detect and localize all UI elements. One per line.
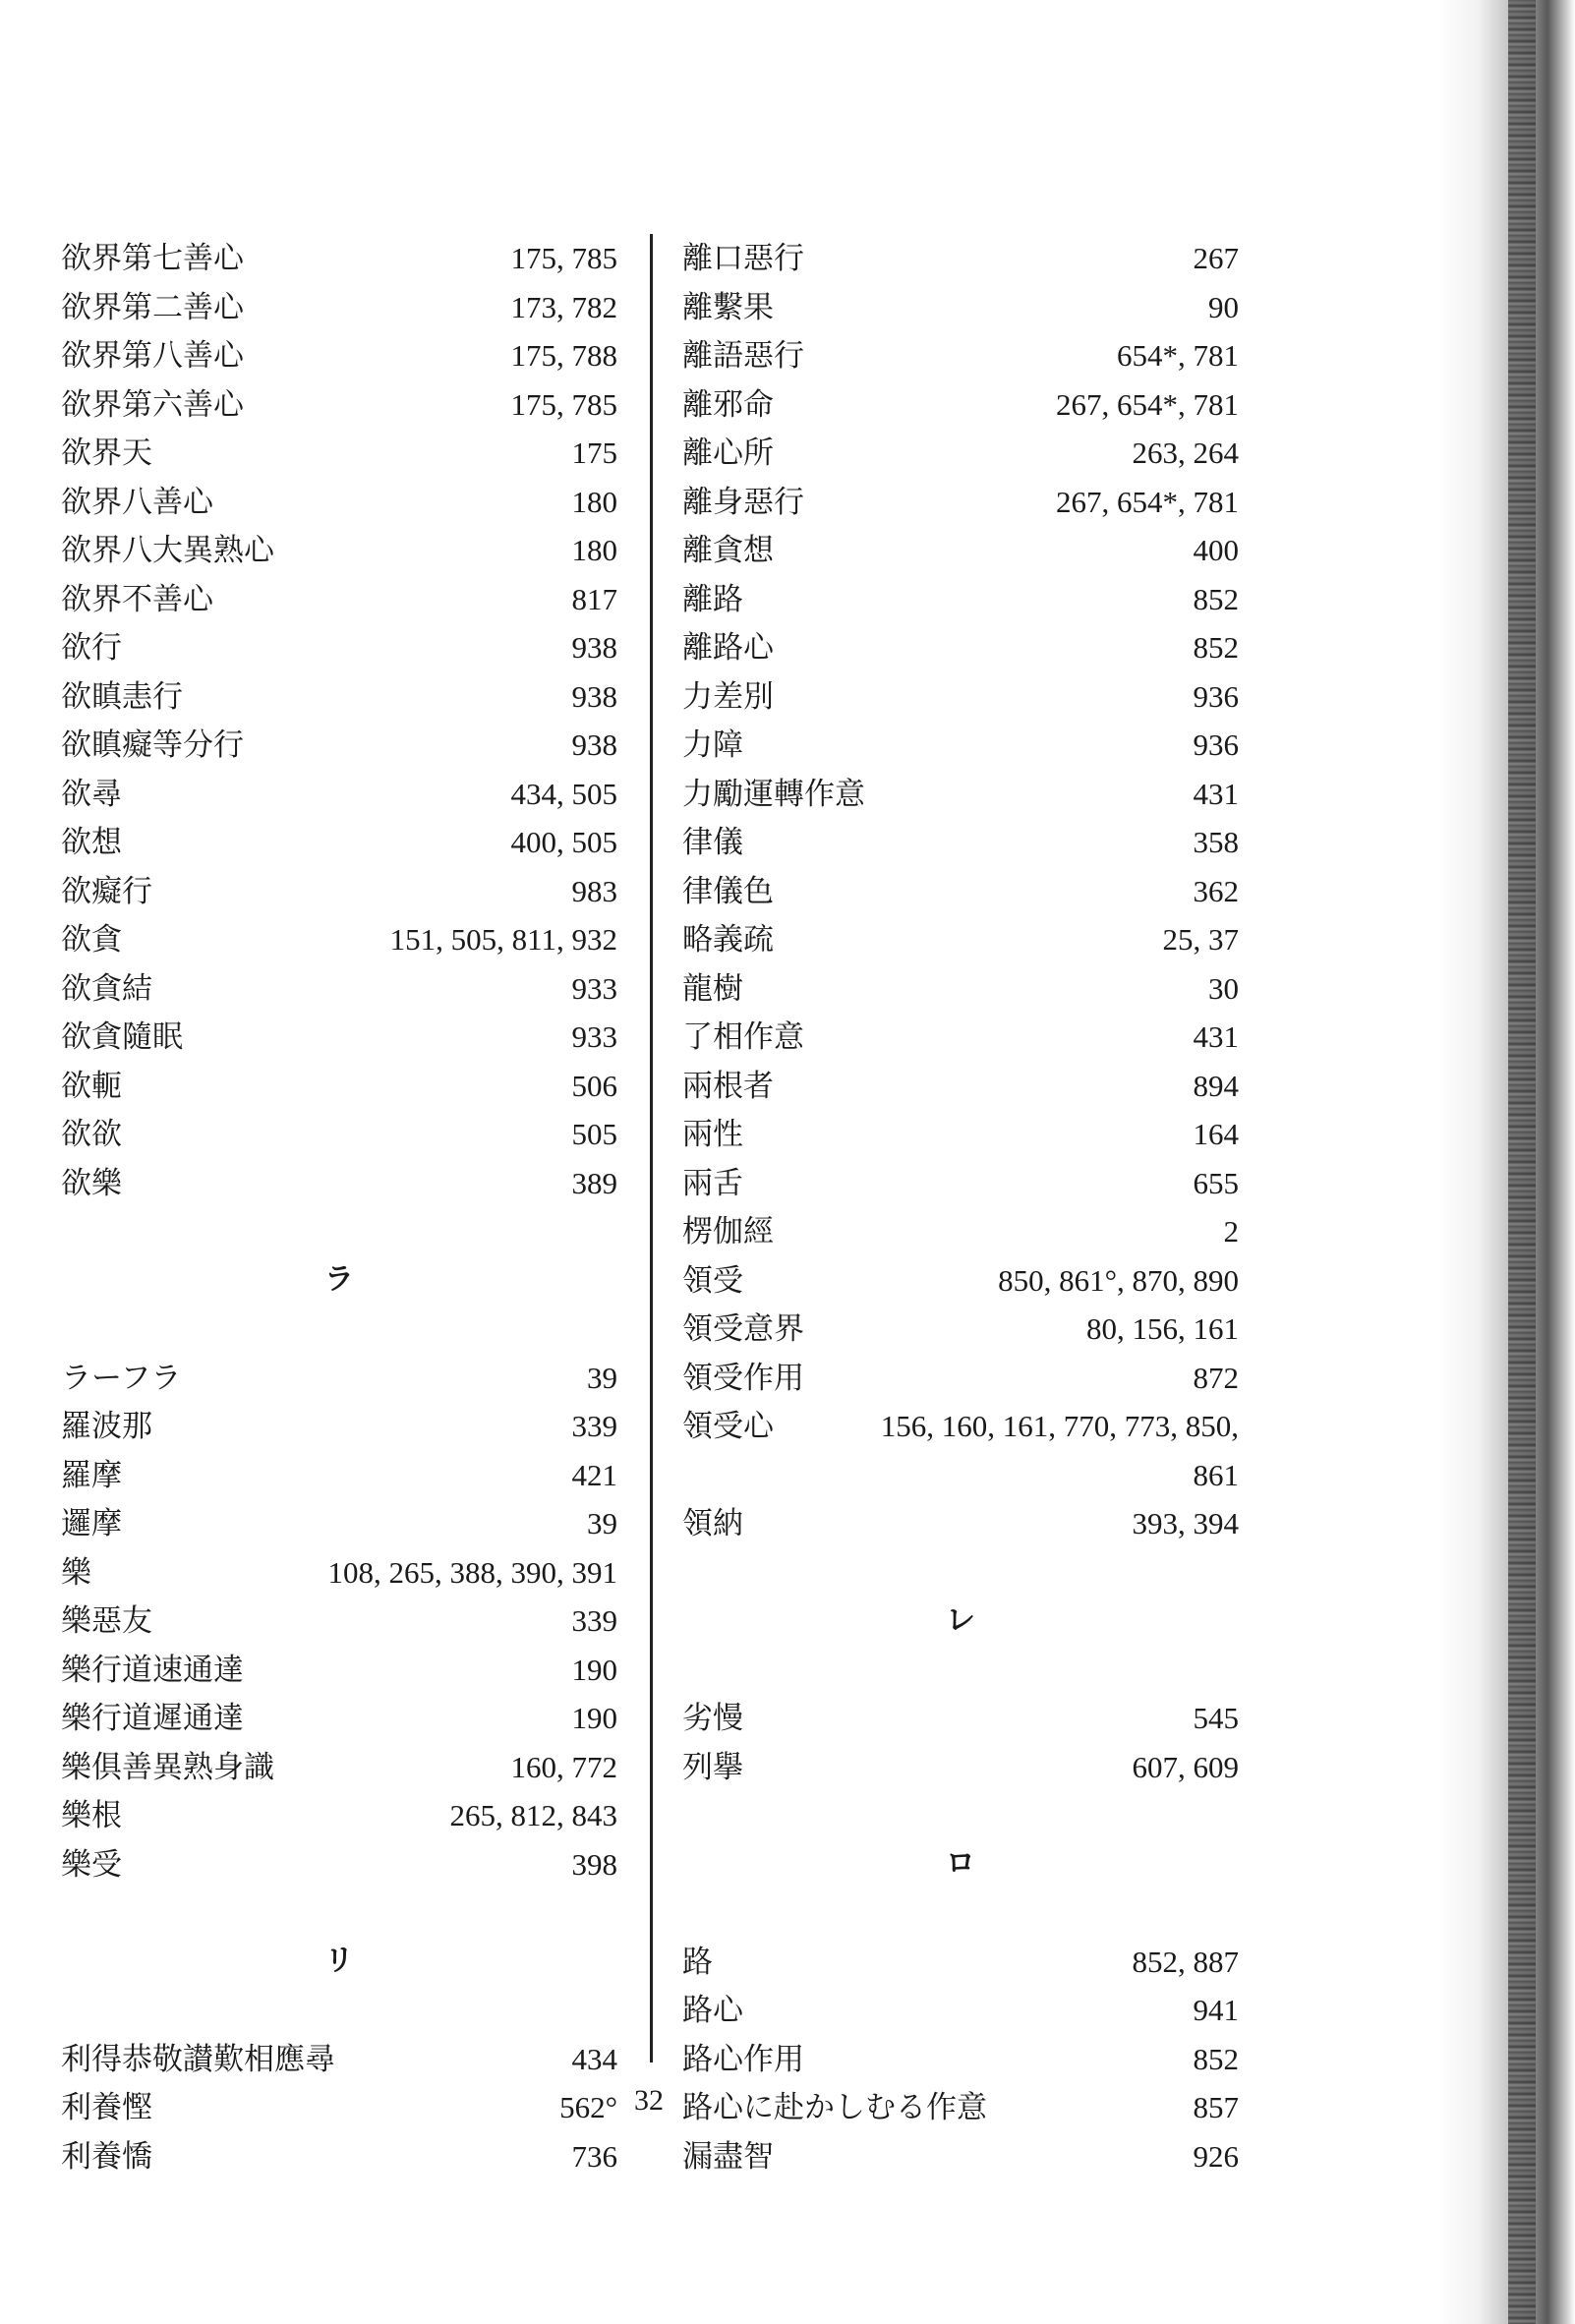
index-pages: 850, 861°, 870, 890 [998, 1262, 1239, 1298]
index-entry [61, 915, 617, 964]
index-term: 欲界第八善心 [61, 338, 244, 374]
section-heading: レ [946, 1602, 975, 1638]
index-entry [61, 380, 617, 430]
index-term: 兩性 [682, 1117, 743, 1152]
index-pages: 736 [571, 2138, 617, 2174]
index-term: 樂 [61, 1554, 91, 1591]
section-heading: ロ [946, 1846, 975, 1881]
index-term: 樂惡友 [61, 1603, 152, 1639]
page-edge-binding [1508, 0, 1536, 2324]
index-pages: 180 [571, 484, 617, 519]
index-pages: 654*, 781 [1117, 338, 1239, 373]
column-divider [650, 234, 653, 2063]
index-term: 路 [682, 1944, 713, 1980]
index-pages: 160, 772 [510, 1749, 617, 1784]
index-entry [61, 1354, 617, 1403]
index-term: 劣慢 [682, 1701, 743, 1736]
index-term: 欲貪 [61, 922, 122, 958]
index-pages: 190 [571, 1701, 617, 1735]
index-pages: 933 [571, 970, 617, 1006]
index-entry [61, 2035, 617, 2084]
index-entry [61, 1840, 617, 1889]
index-term: 欲貪結 [61, 970, 152, 1007]
index-term: 領受心 [682, 1409, 774, 1444]
index-term: 離口惡行 [682, 241, 804, 276]
index-pages: 852, 887 [1132, 1944, 1239, 1979]
index-term: 欲瞋癡等分行 [61, 727, 244, 763]
index-pages: 872 [1193, 1360, 1239, 1395]
index-pages: 267, 654*, 781 [1056, 386, 1239, 422]
index-entry [61, 283, 617, 332]
index-term: 力障 [682, 727, 743, 763]
index-entry [682, 1938, 1239, 1987]
index-entry [61, 1646, 617, 1695]
index-pages: 938 [571, 678, 617, 714]
index-term: 樂俱善異熟身識 [61, 1749, 274, 1785]
index-entry [682, 2035, 1239, 2084]
index-term: 領受作用 [682, 1360, 804, 1396]
index-pages: 431 [1193, 776, 1239, 811]
index-column-left [61, 234, 617, 2180]
index-entry [682, 721, 1239, 770]
index-pages: 857 [1193, 2090, 1239, 2124]
index-entry [682, 429, 1239, 478]
index-term: 龍樹 [682, 970, 743, 1007]
index-entry [61, 1062, 617, 1111]
index-pages: 265, 812, 843 [449, 1798, 617, 1832]
index-entry [61, 429, 617, 478]
index-entry [682, 1986, 1239, 2035]
index-column-right [682, 234, 1239, 2180]
index-term: 欲軛 [61, 1068, 122, 1104]
index-term: ラーフラ [61, 1360, 182, 1396]
index-term: 力勵運轉作意 [682, 776, 865, 812]
index-entry [682, 1305, 1239, 1354]
index-pages: 2 [1223, 1214, 1239, 1249]
index-entry [682, 380, 1239, 430]
index-entry [682, 1694, 1239, 1743]
index-pages: 852 [1193, 2041, 1239, 2076]
index-entry [61, 478, 617, 527]
index-entry [61, 2132, 617, 2181]
index-term: 領納 [682, 1506, 743, 1541]
index-entry [61, 234, 617, 283]
index-pages: 389 [571, 1165, 617, 1200]
index-term: 路心作用 [682, 2041, 804, 2077]
index-term: 樂行道速通達 [61, 1652, 244, 1688]
index-pages: 933 [571, 1019, 617, 1054]
page-edge-shadow [1437, 0, 1575, 2324]
index-term: 欲行 [61, 630, 122, 666]
index-entry [682, 623, 1239, 672]
index-entry [61, 818, 617, 867]
index-pages: 434, 505 [510, 776, 617, 811]
index-entry [682, 1402, 1239, 1451]
index-entry [682, 1354, 1239, 1403]
index-term: 力差別 [682, 678, 774, 715]
index-pages: 861 [1193, 1457, 1239, 1492]
index-pages: 936 [1193, 727, 1239, 762]
index-term: 楞伽經 [682, 1214, 774, 1249]
index-entry [682, 818, 1239, 867]
index-entry [682, 1207, 1239, 1256]
index-entry [682, 575, 1239, 624]
index-entry [682, 915, 1239, 964]
index-entry [61, 1499, 617, 1548]
index-term: 欲界第七善心 [61, 241, 244, 276]
index-entry [61, 1159, 617, 1208]
index-term: 欲瞋恚行 [61, 678, 183, 715]
index-term: 樂行道遲通達 [61, 1701, 244, 1736]
index-entry [682, 867, 1239, 916]
index-pages: 151, 505, 811, 932 [389, 922, 617, 957]
index-pages: 30 [1208, 970, 1239, 1006]
section-heading: リ [324, 1944, 354, 1978]
index-term: 兩舌 [682, 1165, 743, 1201]
index-pages: 39 [587, 1506, 617, 1540]
index-pages: 562° [559, 2090, 617, 2124]
index-term: 欲界八善心 [61, 484, 213, 520]
index-pages: 431 [1193, 1019, 1239, 1054]
index-pages: 263, 264 [1132, 436, 1239, 470]
index-pages: 852 [1193, 581, 1239, 616]
index-pages: 938 [571, 630, 617, 665]
index-term: 略義疏 [682, 922, 774, 958]
index-pages: 362 [1193, 873, 1239, 908]
index-pages: 175, 785 [510, 241, 617, 275]
index-entry [61, 721, 617, 770]
index-term: 欲尋 [61, 776, 122, 812]
index-entry [682, 672, 1239, 722]
index-pages: 358 [1193, 825, 1239, 859]
index-term: 路心に赴かしむる作意 [682, 2090, 987, 2125]
index-entry [682, 283, 1239, 332]
index-pages: 164 [1193, 1117, 1239, 1151]
index-pages: 545 [1193, 1701, 1239, 1735]
index-term: 樂受 [61, 1846, 122, 1883]
index-entry [682, 1499, 1239, 1548]
index-term: 領受意界 [682, 1311, 804, 1347]
index-entry [682, 1013, 1239, 1062]
index-entry [682, 478, 1239, 527]
index-term: 離路 [682, 581, 743, 617]
index-term: 離路心 [682, 630, 774, 666]
index-pages: 267, 654*, 781 [1056, 484, 1239, 519]
index-pages: 894 [1193, 1068, 1239, 1103]
index-pages: 156, 160, 161, 770, 773, 850, [880, 1409, 1239, 1443]
index-term: 離貪想 [682, 533, 774, 568]
index-pages: 267 [1193, 241, 1239, 275]
index-term: 欲界第二善心 [61, 289, 244, 325]
index-entry [682, 1062, 1239, 1111]
index-entry [682, 1110, 1239, 1159]
index-pages: 505 [571, 1117, 617, 1151]
index-entry [61, 1013, 617, 1062]
index-pages: 983 [571, 873, 617, 908]
index-pages: 175 [571, 436, 617, 470]
index-entry [61, 331, 617, 380]
index-pages: 25, 37 [1162, 922, 1239, 957]
index-entry [61, 770, 617, 819]
index-pages: 90 [1208, 289, 1239, 324]
index-entry [61, 623, 617, 672]
index-entry [61, 1451, 617, 1500]
index-term: 離語惡行 [682, 338, 804, 374]
index-pages: 80, 156, 161 [1086, 1311, 1239, 1346]
index-term: 律儀 [682, 825, 743, 860]
index-pages: 607, 609 [1132, 1749, 1239, 1784]
index-term: 羅波那 [61, 1409, 152, 1444]
section-heading: ラ [324, 1262, 354, 1297]
index-entry [61, 672, 617, 722]
index-term: 欲癡行 [61, 873, 152, 909]
index-term: 邏摩 [61, 1506, 122, 1541]
index-entry [682, 1743, 1239, 1792]
index-term: 路心 [682, 1993, 743, 2028]
index-entry [61, 1110, 617, 1159]
index-pages: 434 [571, 2041, 617, 2076]
index-pages: 393, 394 [1132, 1506, 1239, 1540]
index-term: 領受 [682, 1262, 743, 1299]
index-entry [61, 1402, 617, 1451]
index-entry [61, 1791, 617, 1840]
index-pages: 339 [571, 1409, 617, 1443]
index-pages: 852 [1193, 630, 1239, 665]
index-term: 利得恭敬讃歎相應尋 [61, 2041, 335, 2077]
index-entry [682, 234, 1239, 283]
page-number: 32 [634, 2084, 664, 2117]
index-pages: 400 [1193, 533, 1239, 567]
index-pages: 421 [571, 1457, 617, 1492]
index-entry [682, 1451, 1239, 1500]
index-pages: 936 [1193, 678, 1239, 714]
index-pages: 175, 785 [510, 386, 617, 422]
index-term: 利養憍 [61, 2138, 152, 2175]
index-term: 列擧 [682, 1749, 743, 1785]
index-entry [61, 575, 617, 624]
index-term: 羅摩 [61, 1457, 122, 1493]
index-entry [61, 1743, 617, 1792]
index-term: 欲界天 [61, 436, 152, 471]
index-entry [61, 1548, 617, 1598]
index-term: 離身惡行 [682, 484, 804, 520]
index-entry [61, 1694, 617, 1743]
index-pages: 180 [571, 533, 617, 567]
index-term: 漏盡智 [682, 2138, 774, 2175]
index-pages: 339 [571, 1603, 617, 1638]
index-pages: 190 [571, 1652, 617, 1687]
index-entry [682, 331, 1239, 380]
index-entry [682, 526, 1239, 575]
index-pages: 175, 788 [510, 338, 617, 373]
index-pages: 817 [571, 581, 617, 616]
index-entry [682, 770, 1239, 819]
index-term: 欲樂 [61, 1165, 122, 1201]
index-term: 離繫果 [682, 289, 774, 325]
index-term: 欲貪隨眠 [61, 1019, 183, 1055]
index-entry [682, 1159, 1239, 1208]
index-pages: 173, 782 [510, 289, 617, 324]
index-entry [682, 964, 1239, 1014]
index-entry [682, 2132, 1239, 2181]
index-term: 利養慳 [61, 2090, 152, 2125]
index-term: 律儀色 [682, 873, 774, 909]
index-entry [61, 964, 617, 1014]
index-pages: 108, 265, 388, 390, 391 [327, 1554, 617, 1590]
index-pages: 398 [571, 1846, 617, 1882]
index-entry [61, 526, 617, 575]
index-pages: 938 [571, 727, 617, 762]
index-pages: 400, 505 [510, 825, 617, 859]
index-term: 欲想 [61, 825, 122, 860]
index-term: 欲欲 [61, 1117, 122, 1152]
index-term: 樂根 [61, 1798, 122, 1833]
index-pages: 506 [571, 1068, 617, 1103]
index-pages: 655 [1193, 1165, 1239, 1200]
index-pages: 926 [1193, 2138, 1239, 2174]
index-entry [682, 1256, 1239, 1306]
index-term: 兩根者 [682, 1068, 774, 1104]
index-term: 欲界八大異熟心 [61, 533, 274, 568]
index-term: 欲界第六善心 [61, 386, 244, 423]
index-term: 離邪命 [682, 386, 774, 423]
index-term: 了相作意 [682, 1019, 804, 1055]
index-term: 離心所 [682, 436, 774, 471]
index-term: 欲界不善心 [61, 581, 213, 617]
index-entry [61, 867, 617, 916]
index-pages: 39 [587, 1360, 617, 1395]
index-entry [61, 1597, 617, 1646]
index-pages: 941 [1193, 1993, 1239, 2027]
